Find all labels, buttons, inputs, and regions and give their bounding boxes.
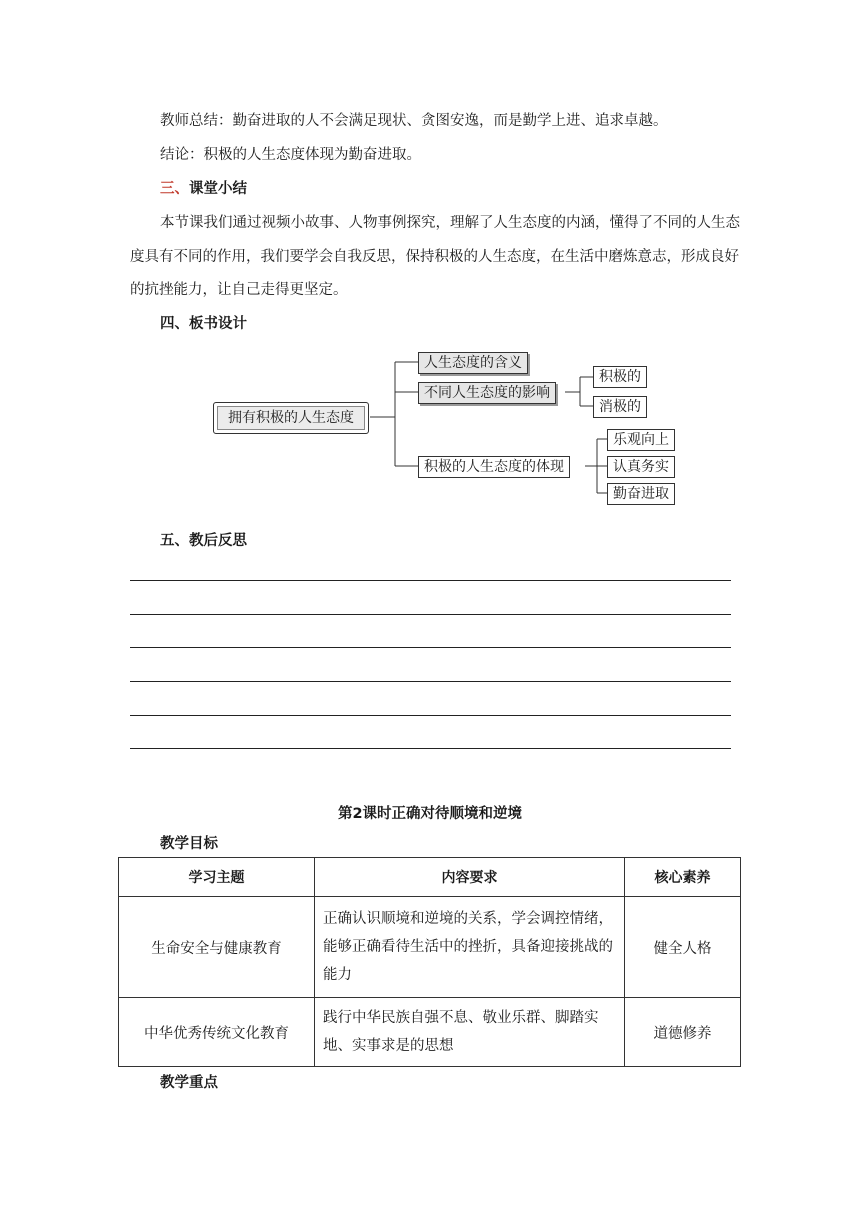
section4-heading: 四、板书设计 [160, 316, 247, 332]
reflection-line [130, 681, 731, 682]
board-leaf-diligent: 勤奋进取 [607, 483, 675, 505]
objectives-table [118, 857, 741, 1067]
header-literacy: 核心素养 [625, 858, 741, 897]
reflection-line [130, 748, 731, 749]
reflection-line [130, 647, 731, 648]
cell-literacy: 健全人格 [625, 897, 741, 998]
reflection-line [130, 715, 731, 716]
section3-title: 课堂小结 [189, 181, 247, 197]
teacher-summary-text: 教师总结：勤奋进取的人不会满足现状、贪图安逸，而是勤学上进、追求卓越。 [160, 113, 668, 129]
cell-literacy: 道德修养 [625, 998, 741, 1067]
board-leaf-negative: 消极的 [593, 396, 647, 418]
board-design-diagram [205, 350, 685, 515]
reflection-line [130, 614, 731, 615]
reflection-line [130, 580, 731, 581]
table-row [119, 998, 741, 1067]
conclusion-text: 结论：积极的人生态度体现为勤奋进取。 [160, 147, 421, 163]
cell-content: 践行中华民族自强不息、敬业乐群、脚踏实地、实事求是的思想 [315, 998, 625, 1067]
key-points-label: 教学重点 [160, 1075, 218, 1091]
section3-number: 三、 [160, 181, 189, 197]
board-leaf-positive: 积极的 [593, 366, 647, 388]
table-row [119, 897, 741, 998]
board-root-node: 拥有积极的人生态度 [213, 402, 369, 434]
board-leaf-optimistic: 乐观向上 [607, 429, 675, 451]
table-header-row [119, 858, 741, 897]
board-leaf-pragmatic: 认真务实 [607, 456, 675, 478]
cell-topic: 生命安全与健康教育 [119, 897, 315, 998]
board-branch-influence: 不同人生态度的影响 [418, 382, 556, 404]
lesson2-title: 第2课时正确对待顺境和逆境 [337, 806, 523, 822]
board-branch-meaning: 人生态度的含义 [418, 352, 528, 374]
header-content: 内容要求 [315, 858, 625, 897]
section3-heading [160, 179, 247, 199]
cell-content: 正确认识顺境和逆境的关系，学会调控情绪，能够正确看待生活中的挫折，具备迎接挑战的能力 [315, 897, 625, 998]
header-topic: 学习主题 [119, 858, 315, 897]
section5-heading: 五、教后反思 [160, 533, 247, 549]
objectives-label: 教学目标 [160, 836, 218, 852]
board-branch-manifestation: 积极的人生态度的体现 [418, 456, 570, 478]
summary-paragraph: 本节课我们通过视频小故事、人物事例探究，理解了人生态度的内涵，懂得了不同的人生态度具有不同的作用，我们要学会自我反思，保持积极的人生态度，在生活中磨炼意志，形成良好的抗挫能力，让自己走得更坚定。 [130, 215, 740, 298]
cell-topic: 中华优秀传统文化教育 [119, 998, 315, 1067]
